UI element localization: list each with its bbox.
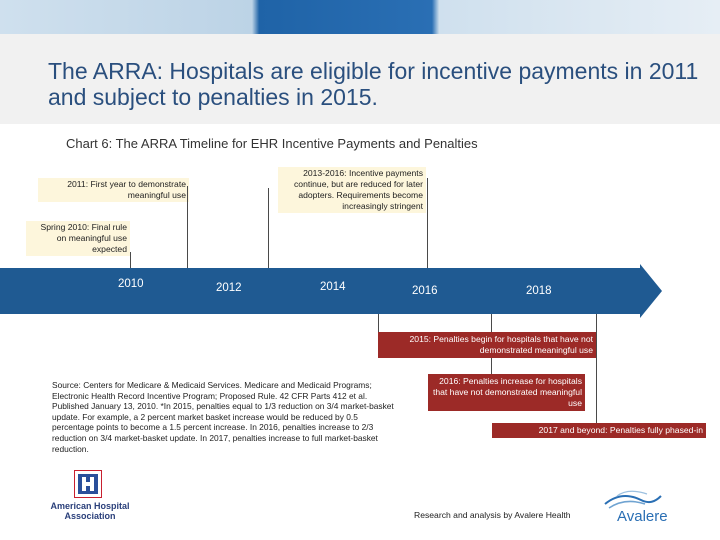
- avalere-logo: [595, 488, 695, 528]
- year-2018: 2018: [526, 285, 552, 297]
- aha-logo: [40, 470, 140, 526]
- note-spring-2010: Spring 2010: Final rule on meaningful use expected: [26, 221, 130, 256]
- year-2016: 2016: [412, 285, 438, 297]
- avalere-wave-icon: [603, 488, 663, 510]
- note-2013-2016: 2013-2016: Incentive payments continue, but are reduced for later adopters. Requirements become increasingly stringent: [278, 167, 426, 213]
- chart-title: Chart 6: The ARRA Timeline for EHR Incentive Payments and Penalties: [66, 136, 478, 151]
- avalere-logo-text: Avalere: [617, 508, 668, 525]
- aha-logo-text: American Hospital Association: [50, 501, 130, 521]
- slide-title: The ARRA: Hospitals are eligible for incentive payments in 2011 and subject to penalties in 2015.: [48, 58, 699, 110]
- connector-2010: [130, 252, 131, 268]
- year-2010: 2010: [118, 278, 144, 290]
- source-note: Source: Centers for Medicare & Medicaid Services. Medicare and Medicaid Programs; Electronic Health Record Incentive Program; Proposed Rule. 42 CFR Parts 412 et al. Published January 13, 2010. *In 2015, penalties equal to 1/3 reduction on 3/4 market-basket update. For example, a 2 percent market basket increase would be reduced by 0.5 percentage points to become a 1.5 percent increase. In 2016, penalties increase to 2/3 reduction on 3/4 market-basket update. In 2017, penalties increase to full market-basket reduction.: [52, 380, 394, 454]
- connector-2016: [427, 178, 428, 268]
- penalty-2016: 2016: Penalties increase for hospitals that have not demonstrated meaningful use: [428, 374, 585, 411]
- hospital-h-icon: [74, 470, 102, 498]
- penalty-2017: 2017 and beyond: Penalties fully phased-in: [492, 423, 706, 438]
- connector-penalty-2017: [596, 314, 597, 424]
- timeline-arrow-head: [640, 264, 662, 318]
- header-band: [0, 0, 720, 34]
- penalty-2015: 2015: Penalties begin for hospitals that have not demonstrated meaningful use: [378, 332, 596, 358]
- year-2014: 2014: [320, 281, 346, 293]
- connector-2013: [268, 188, 269, 268]
- connector-2011: [187, 186, 188, 268]
- research-credit: Research and analysis by Avalere Health: [414, 510, 571, 520]
- connector-penalty-2015: [378, 314, 379, 332]
- note-2011: 2011: First year to demonstrate meaningful use: [38, 178, 189, 202]
- year-2012: 2012: [216, 282, 242, 294]
